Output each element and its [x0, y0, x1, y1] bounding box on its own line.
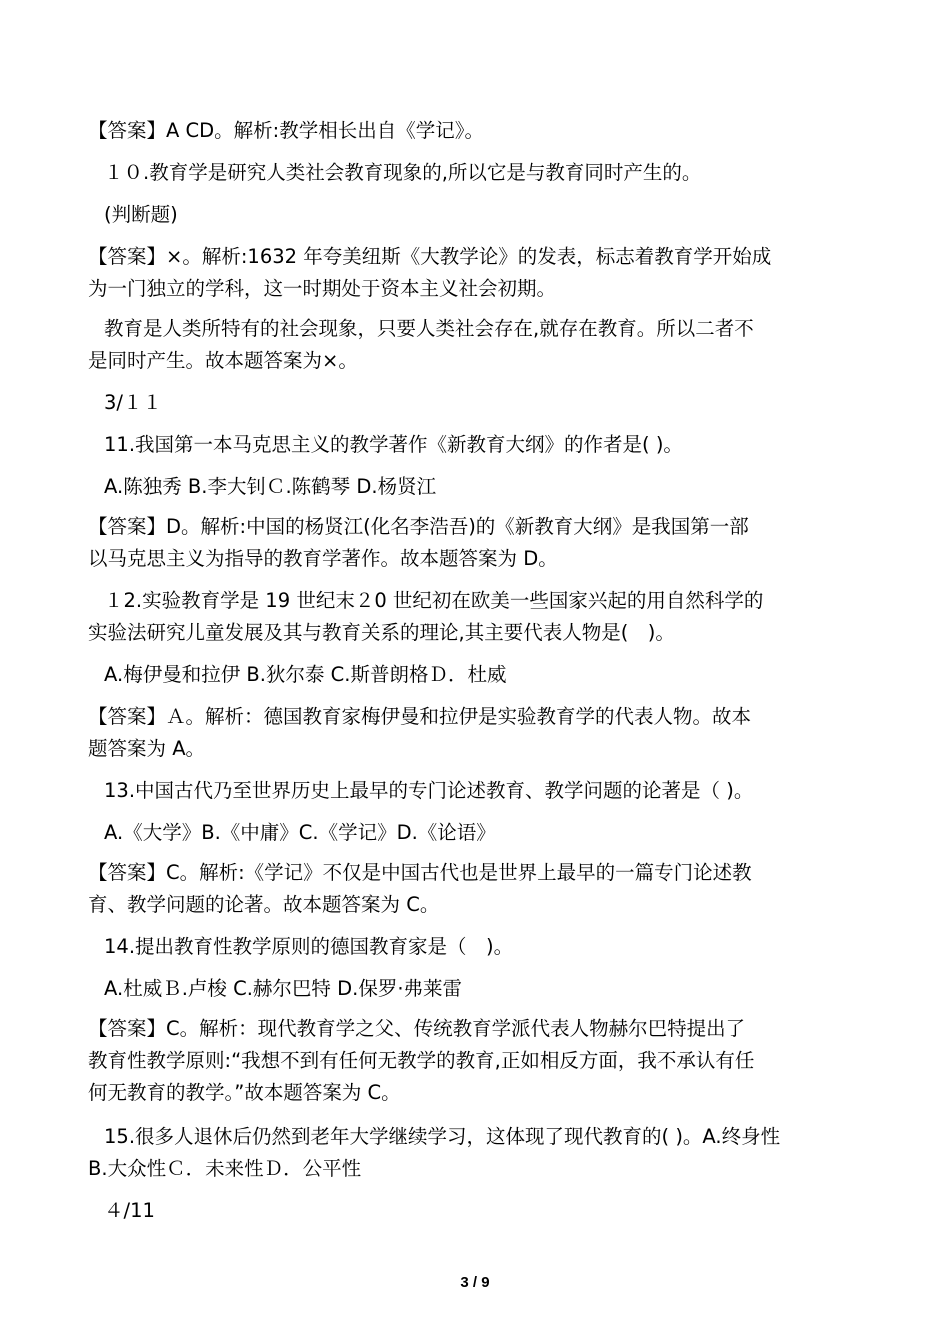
answer-9: 【答案】A CD。解析:教学相长出自《学记》。: [88, 119, 484, 142]
answer-11-line2: 以马克思主义为指导的教育学著作。故本题答案为 D。: [88, 547, 558, 570]
question-11: 11.我国第一本马克思主义的教学著作《新教育大纲》的作者是( )。: [104, 433, 683, 456]
question-10-type: (判断题): [104, 203, 178, 226]
question-13: 13.中国古代乃至世界历史上最早的专门论述教育、教学问题的论著是（ )。: [104, 779, 754, 802]
question-15-line1: 15.很多人退休后仍然到老年大学继续学习，这体现了现代教育的( )。A.终身性: [104, 1125, 781, 1148]
answer-14-line1: 【答案】C。解析：现代教育学之父、传统教育学派代表人物赫尔巴特提出了: [88, 1017, 746, 1040]
inline-page-marker: 3/１１: [104, 391, 162, 414]
answer-11-line1: 【答案】D。解析:中国的杨贤江(化名李浩吾)的《新教育大纲》是我国第一部: [88, 515, 749, 538]
question-12-line2: 实验法研究儿童发展及其与教育关系的理论,其主要代表人物是( )。: [88, 621, 675, 644]
question-15-line2: B.大众性Ｃ．未来性Ｄ．公平性: [88, 1157, 362, 1180]
question-14: 14.提出教育性教学原则的德国教育家是（ )。: [104, 935, 514, 958]
answer-13-line2: 育、教学问题的论著。故本题答案为 C。: [88, 893, 440, 916]
question-14-options: A.杜威Ｂ.卢梭 C.赫尔巴特 D.保罗·弗莱雷: [104, 977, 463, 1000]
page-number-footer: 3 / 9: [460, 1274, 490, 1291]
answer-12-line2: 题答案为 A。: [88, 737, 206, 760]
question-11-options: A.陈独秀 B.李大钊Ｃ.陈鹤琴 D.杨贤江: [104, 475, 437, 498]
answer-14-line2: 教育性教学原则:“我想不到有任何无教学的教育,正如相反方面，我不承认有任: [88, 1049, 755, 1072]
question-13-options: A.《大学》B.《中庸》C.《学记》D.《论语》: [104, 821, 496, 844]
question-10: １０.教育学是研究人类社会教育现象的,所以它是与教育同时产生的。: [104, 161, 702, 184]
question-12-options: A.梅伊曼和拉伊 B.狄尔泰 C.斯普朗格Ｄ．杜威: [104, 663, 507, 686]
answer-10-line3: 教育是人类所特有的社会现象，只要人类社会存在,就存在教育。所以二者不: [104, 317, 754, 340]
answer-10-line2: 为一门独立的学科，这一时期处于资本主义社会初期。: [88, 277, 557, 300]
answer-10-line4: 是同时产生。故本题答案为×。: [88, 349, 358, 372]
inline-page-marker-2: ４/11: [104, 1199, 155, 1222]
answer-14-line3: 何无教育的教学。”故本题答案为 C。: [88, 1081, 401, 1104]
question-12-line1: １2.实验教育学是 19 世纪末２0 世纪初在欧美一些国家兴起的用自然科学的: [104, 589, 764, 612]
answer-10-line1: 【答案】×。解析:1632 年夸美纽斯《大教学论》的发表，标志着教育学开始成: [88, 245, 772, 268]
answer-13-line1: 【答案】C。解析:《学记》不仅是中国古代也是世界上最早的一篇专门论述教: [88, 861, 752, 884]
answer-12-line1: 【答案】Ａ。解析：德国教育家梅伊曼和拉伊是实验教育学的代表人物。故本: [88, 705, 752, 728]
